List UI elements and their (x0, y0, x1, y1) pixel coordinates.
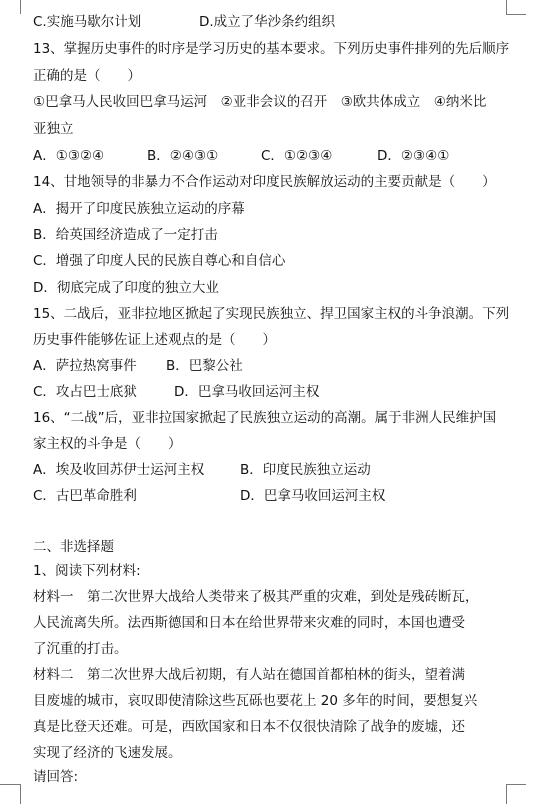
q15-option-a: A．萨拉热窝事件 (33, 358, 137, 374)
q13-events-cont: 亚独立 (33, 121, 74, 137)
answer-prompt: 请回答: (33, 769, 79, 785)
q13-option-c: C．①②③④ (261, 148, 333, 164)
material-1-line: 了沉重的打击。 (33, 641, 128, 657)
crop-mark-bottom-left-h (0, 784, 20, 785)
q15-option-c: C．攻占巴士底狱 (33, 384, 137, 400)
q15-stem: 15、二战后，亚非拉地区掀起了实现民族独立、捍卫国家主权的斗争浪潮。下列 (33, 306, 510, 322)
q15-stem-cont: 历史事件能够佐证上述观点的是（ ） (33, 332, 276, 348)
q16-option-b: B．印度民族独立运动 (240, 462, 371, 478)
q13-events: ①巴拿马人民收回巴拿马运河 ②亚非会议的召开 ③欧共体成立 ④纳米比 (33, 94, 487, 110)
q16-option-d: D．巴拿马收回运河主权 (240, 488, 386, 504)
material-2-line: 实现了经济的飞速发展。 (33, 745, 182, 761)
crop-mark-top-right-h (506, 14, 526, 15)
q14-stem: 14、甘地领导的非暴力不合作运动对印度民族解放运动的主要贡献是（ ） (33, 174, 496, 190)
q14-option-a: A．揭开了印度民族独立运动的序幕 (33, 201, 245, 217)
crop-mark-bottom-right-h (506, 784, 526, 785)
material-1-line: 人民流离失所。法西斯德国和日本在给世界带来灾难的同时，本国也遭受 (33, 615, 465, 631)
q15-option-b: B．巴黎公社 (166, 358, 243, 374)
crop-mark-bottom-left-v (20, 784, 21, 804)
q1-intro: 1、阅读下列材料: (33, 563, 141, 579)
section-heading: 二、非选择题 (33, 539, 114, 555)
material-2-line: 目废墟的城市，哀叹即使清除这些瓦砾也要花上 20 多年的时间，要想复兴 (33, 693, 478, 709)
q14-option-c: C．增强了印度人民的民族自尊心和自信心 (33, 253, 286, 269)
q12-option-c: C.实施马歇尔计划 (33, 14, 142, 30)
q13-stem: 13、掌握历史事件的时序是学习历史的基本要求。下列历史事件排列的先后顺序 (33, 41, 510, 57)
material-2-line: 真是比登天还难。可是，西欧国家和日本不仅很快清除了战争的废墟，还 (33, 719, 465, 735)
q13-option-d: D．②③④① (377, 148, 450, 164)
crop-mark-top-left-v (20, 0, 21, 14)
material-1-line: 材料一 第二次世界大战给人类带来了极其严重的灾难，到处是残砖断瓦， (33, 589, 479, 605)
material-2-line: 材料二 第二次世界大战后初期，有人站在德国首都柏林的街头，望着满 (33, 667, 465, 683)
q15-option-d: D．巴拿马收回运河主权 (174, 384, 320, 400)
q14-option-b: B．给英国经济造成了一定打击 (33, 227, 218, 243)
q16-stem-cont: 家主权的斗争是（ ） (33, 436, 182, 452)
q16-stem: 16、“二战”后，亚非拉国家掀起了民族独立运动的高潮。属于非洲人民维护国 (33, 410, 497, 426)
crop-mark-bottom-right-v (506, 784, 507, 804)
q13-option-b: B．②④③① (147, 148, 219, 164)
q13-option-a: A．①③②④ (33, 148, 105, 164)
q12-option-d: D.成立了华沙条约组织 (199, 14, 336, 30)
crop-mark-top-right-v (506, 0, 507, 14)
q13-stem-cont: 正确的是（ ） (33, 68, 141, 84)
q16-option-c: C．古巴革命胜利 (33, 488, 137, 504)
q16-option-a: A．埃及收回苏伊士运河主权 (33, 462, 205, 478)
q14-option-d: D．彻底完成了印度的独立大业 (33, 280, 219, 296)
